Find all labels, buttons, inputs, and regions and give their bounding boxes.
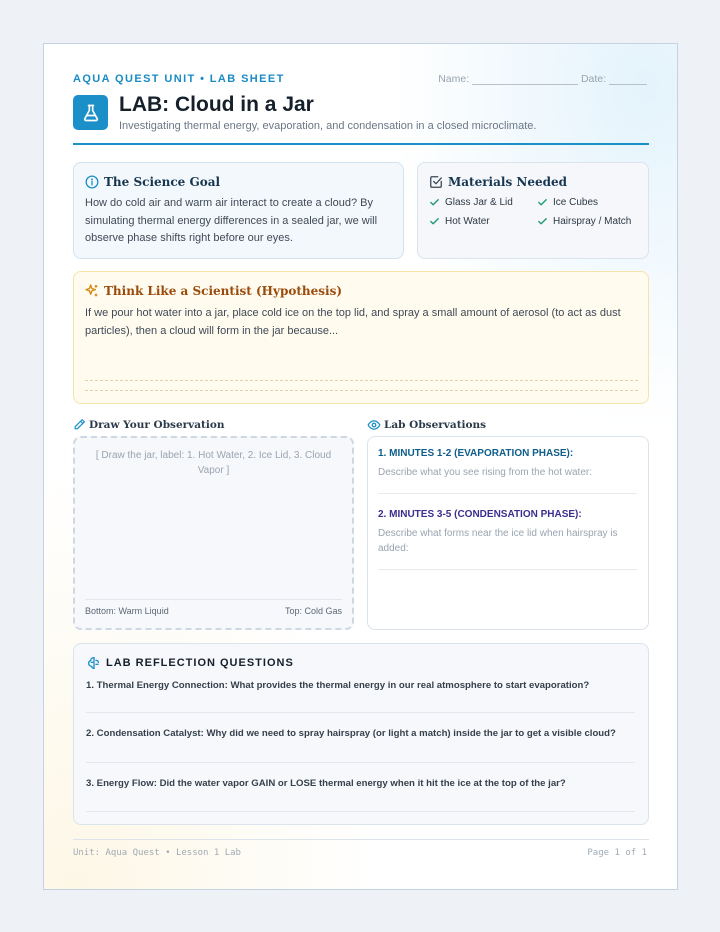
material-item [429,197,513,208]
eye-icon [367,418,381,432]
date-field[interactable] [609,74,647,85]
reflection-question: 1. Thermal Energy Connection: What provides the thermal energy in our real atmosphere to start evaporation? [86,680,590,691]
bottom-label: Bottom: Warm Liquid [85,606,169,616]
material-label: Ice Cubes [553,197,599,208]
material-item [537,216,631,227]
reflection-card [73,643,649,825]
answer-line[interactable] [85,390,638,391]
reflection-question: 3. Energy Flow: Did the water vapor GAIN or LOSE thermal energy when it hit the ice at the top of the jar? [86,778,566,789]
pencil-icon [73,418,87,432]
reflection-question: 2. Condensation Catalyst: Why did we need to spray hairspray (or light a match) inside the jar to get a visible cloud? [86,728,616,739]
answer-line[interactable] [85,380,638,381]
date-label: Date: [580,73,607,85]
material-label: Glass Jar & Lid [445,197,513,208]
lab-sheet [43,43,678,890]
phase1-title: 1. MINUTES 1-2 (EVAPORATION PHASE): [378,448,574,459]
hypothesis-card [73,271,649,404]
flask-icon [73,95,108,130]
observations-panel [367,436,649,630]
brain-icon [86,655,102,671]
reflection-answer-line[interactable] [86,712,635,713]
footer-unit: Unit: Aqua Quest • Lesson 1 Lab [73,848,241,858]
page-number: Page 1 of 1 [587,848,647,858]
material-label: Hot Water [445,216,490,227]
reflection-answer-line[interactable] [86,811,635,812]
page-title: LAB: Cloud in a Jar [119,93,314,116]
phase1-prompt: Describe what you see rising from the hot water: [378,467,592,478]
name-date-fields [438,73,647,85]
reflection-answer-line[interactable] [86,762,635,763]
science-goal-text: How do cold air and warm air interact to create a cloud? By simulating thermal energy differences in a sealed jar, we will observe phase shifts right before our eyes. [85,197,378,244]
hypothesis-title: Think Like a Scientist (Hypothesis) [104,284,343,298]
phase1-answer-line[interactable] [378,493,637,494]
page-subtitle: Investigating thermal energy, evaporation, and condensation in a closed microclimate. [119,120,537,132]
observations-section-label: Lab Observations [384,419,487,431]
name-label: Name: [438,73,470,85]
check-icon [429,216,440,227]
checkbox-icon [429,175,443,189]
science-goal-card [73,162,404,259]
reflection-title: LAB REFLECTION QUESTIONS [106,657,294,669]
material-item [429,216,490,227]
top-label: Top: Cold Gas [284,606,342,616]
hypothesis-text: If we pour hot water into a jar, place cold ice on the top lid, and spray a small amount of aerosol (to act as dust particles), then a cloud will form in the jar because... [85,307,621,337]
check-icon [429,197,440,208]
name-field[interactable] [472,74,578,85]
drawing-prompt: [ Draw the jar, label: 1. Hot Water, 2. Ice Lid, 3. Cloud Vapor ] [95,450,332,476]
check-icon [537,216,548,227]
drawing-area[interactable] [73,436,354,630]
phase2-answer-line[interactable] [378,569,637,570]
phase2-prompt: Describe what forms near the ice lid when hairspray is added: [378,528,618,554]
sparkles-icon [84,283,100,299]
unit-kicker: AQUA QUEST UNIT • LAB SHEET [73,73,285,85]
material-item [537,197,598,208]
header-divider [73,143,649,145]
info-icon [85,175,99,189]
materials-title: Materials Needed [448,175,568,189]
footer-divider [73,839,649,840]
drawing-divider [85,599,342,600]
materials-card [417,162,649,259]
science-goal-title: The Science Goal [104,175,221,189]
phase2-title: 2. MINUTES 3-5 (CONDENSATION PHASE): [378,509,582,520]
check-icon [537,197,548,208]
material-label: Hairspray / Match [553,216,632,227]
draw-section-label: Draw Your Observation [89,419,225,431]
